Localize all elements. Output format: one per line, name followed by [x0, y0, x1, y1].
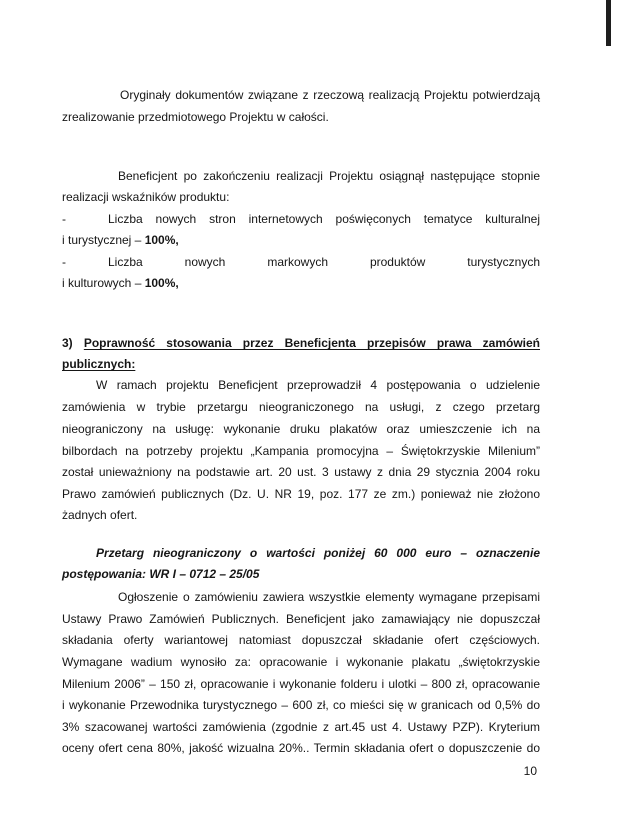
section-3-title-part-1: Poprawność stosowania przez Beneficjenta przepisów prawa zamówień — [83, 336, 541, 350]
tender-paragraph-line-5: Milenium 2006” – 150 zł, opracowanie i wykonanie folderu i ulotki – 800 zł, opracowanie — [62, 677, 540, 691]
section-3-paragraph-line-2: zamówienia w trybie przetargu nieograniczonego na usługi, z czego przetarg — [62, 400, 540, 414]
indicator-2-value: 100%, — [144, 276, 179, 290]
tender-paragraph-line-1: Ogłoszenie o zamówieniu zawiera wszystkie elementy wymagane przepisami — [118, 590, 540, 604]
indicator-1-value: 100%, — [144, 233, 179, 247]
paragraph-2-line-1: Beneficjent po zakończeniu realizacji Projektu osiągnął następujące stopnie — [118, 169, 540, 183]
paragraph-1-line-2: zrealizowanie przedmiotowego Projektu w całości. — [62, 110, 329, 124]
tender-paragraph-line-6: i wykonanie Przewodnika turystycznego – 600 zł, co mieści się w granicach od 0,5% do — [62, 698, 540, 712]
indicator-1-line-2 — [62, 232, 540, 248]
scan-edge-mark — [606, 0, 611, 46]
tender-paragraph-line-3: składania oferty wariantowej natomiast dopuszczał składanie ofert częściowych. — [62, 633, 540, 647]
paragraph-1-line-1: Oryginały dokumentów związane z rzeczową realizacją Projektu potwierdzają — [120, 88, 540, 102]
section-3-title-part-2: publicznych: — [62, 357, 136, 371]
tender-paragraph-line-2: Ustawy Prawo Zamówień Publicznych. Beneficjent jako zamawiający nie dopuszczał — [62, 612, 540, 626]
indicator-2-marker: - — [62, 255, 66, 269]
tender-paragraph-line-4: Wymagane wadium wynosiło za: opracowanie i wykonanie plakatu „świętokrzyskie — [62, 655, 540, 669]
section-3-paragraph-line-5: został unieważniony na podstawie art. 20 ust. 3 ustawy z dnia 29 stycznia 2004 roku — [62, 465, 540, 479]
section-3-paragraph-line-7: żadnych ofert. — [62, 508, 138, 522]
page-number: 10 — [523, 764, 537, 778]
paragraph-2-line-2: realizacji wskaźników produktu: — [62, 190, 230, 204]
section-3-paragraph-line-3: nieograniczony na usługę: wykonanie druku plakatów oraz umieszczenie ich na — [62, 422, 540, 436]
indicator-1-marker: - — [62, 212, 66, 226]
indicator-2-line-2 — [62, 275, 540, 291]
section-3-number: 3) — [62, 336, 73, 350]
tender-paragraph-line-8: oceny ofert cena 80%, jakość wizualna 20%.. Termin składania ofert o dopuszczenie do — [62, 741, 540, 755]
section-3-paragraph-line-1: W ramach projektu Beneficjent przeprowadził 4 postępowania o udzielenie — [96, 378, 540, 392]
indicator-1-line-1: Liczba nowych stron internetowych poświęconych tematyce kulturalnej — [108, 212, 540, 226]
section-3-heading-line-1 — [62, 335, 540, 351]
tender-heading-line-2: postępowania: WR I – 0712 – 25/05 — [62, 567, 260, 581]
indicator-1-label: i turystycznej – — [62, 233, 145, 247]
section-3-heading-line-2 — [62, 356, 540, 372]
indicator-2-line-1: Liczba nowych markowych produktów turystycznych — [108, 255, 540, 269]
indicator-2-label: i kulturowych – — [62, 276, 145, 290]
tender-heading-line-1: Przetarg nieograniczony o wartości poniżej 60 000 euro – oznaczenie — [96, 546, 540, 560]
section-3-paragraph-line-6: Prawo zamówień publicznych (Dz. U. NR 19, poz. 177 ze zm.) ponieważ nie złożono — [62, 487, 540, 501]
section-3-paragraph-line-4: bilbordach na potrzeby projektu „Kampania promocyjna – Świętokrzyskie Milenium” — [62, 444, 540, 458]
tender-paragraph-line-7: 3% szacowanej wartości zamówienia (zgodnie z art.45 ust 4. Ustawy PZP). Kryterium — [62, 720, 540, 734]
